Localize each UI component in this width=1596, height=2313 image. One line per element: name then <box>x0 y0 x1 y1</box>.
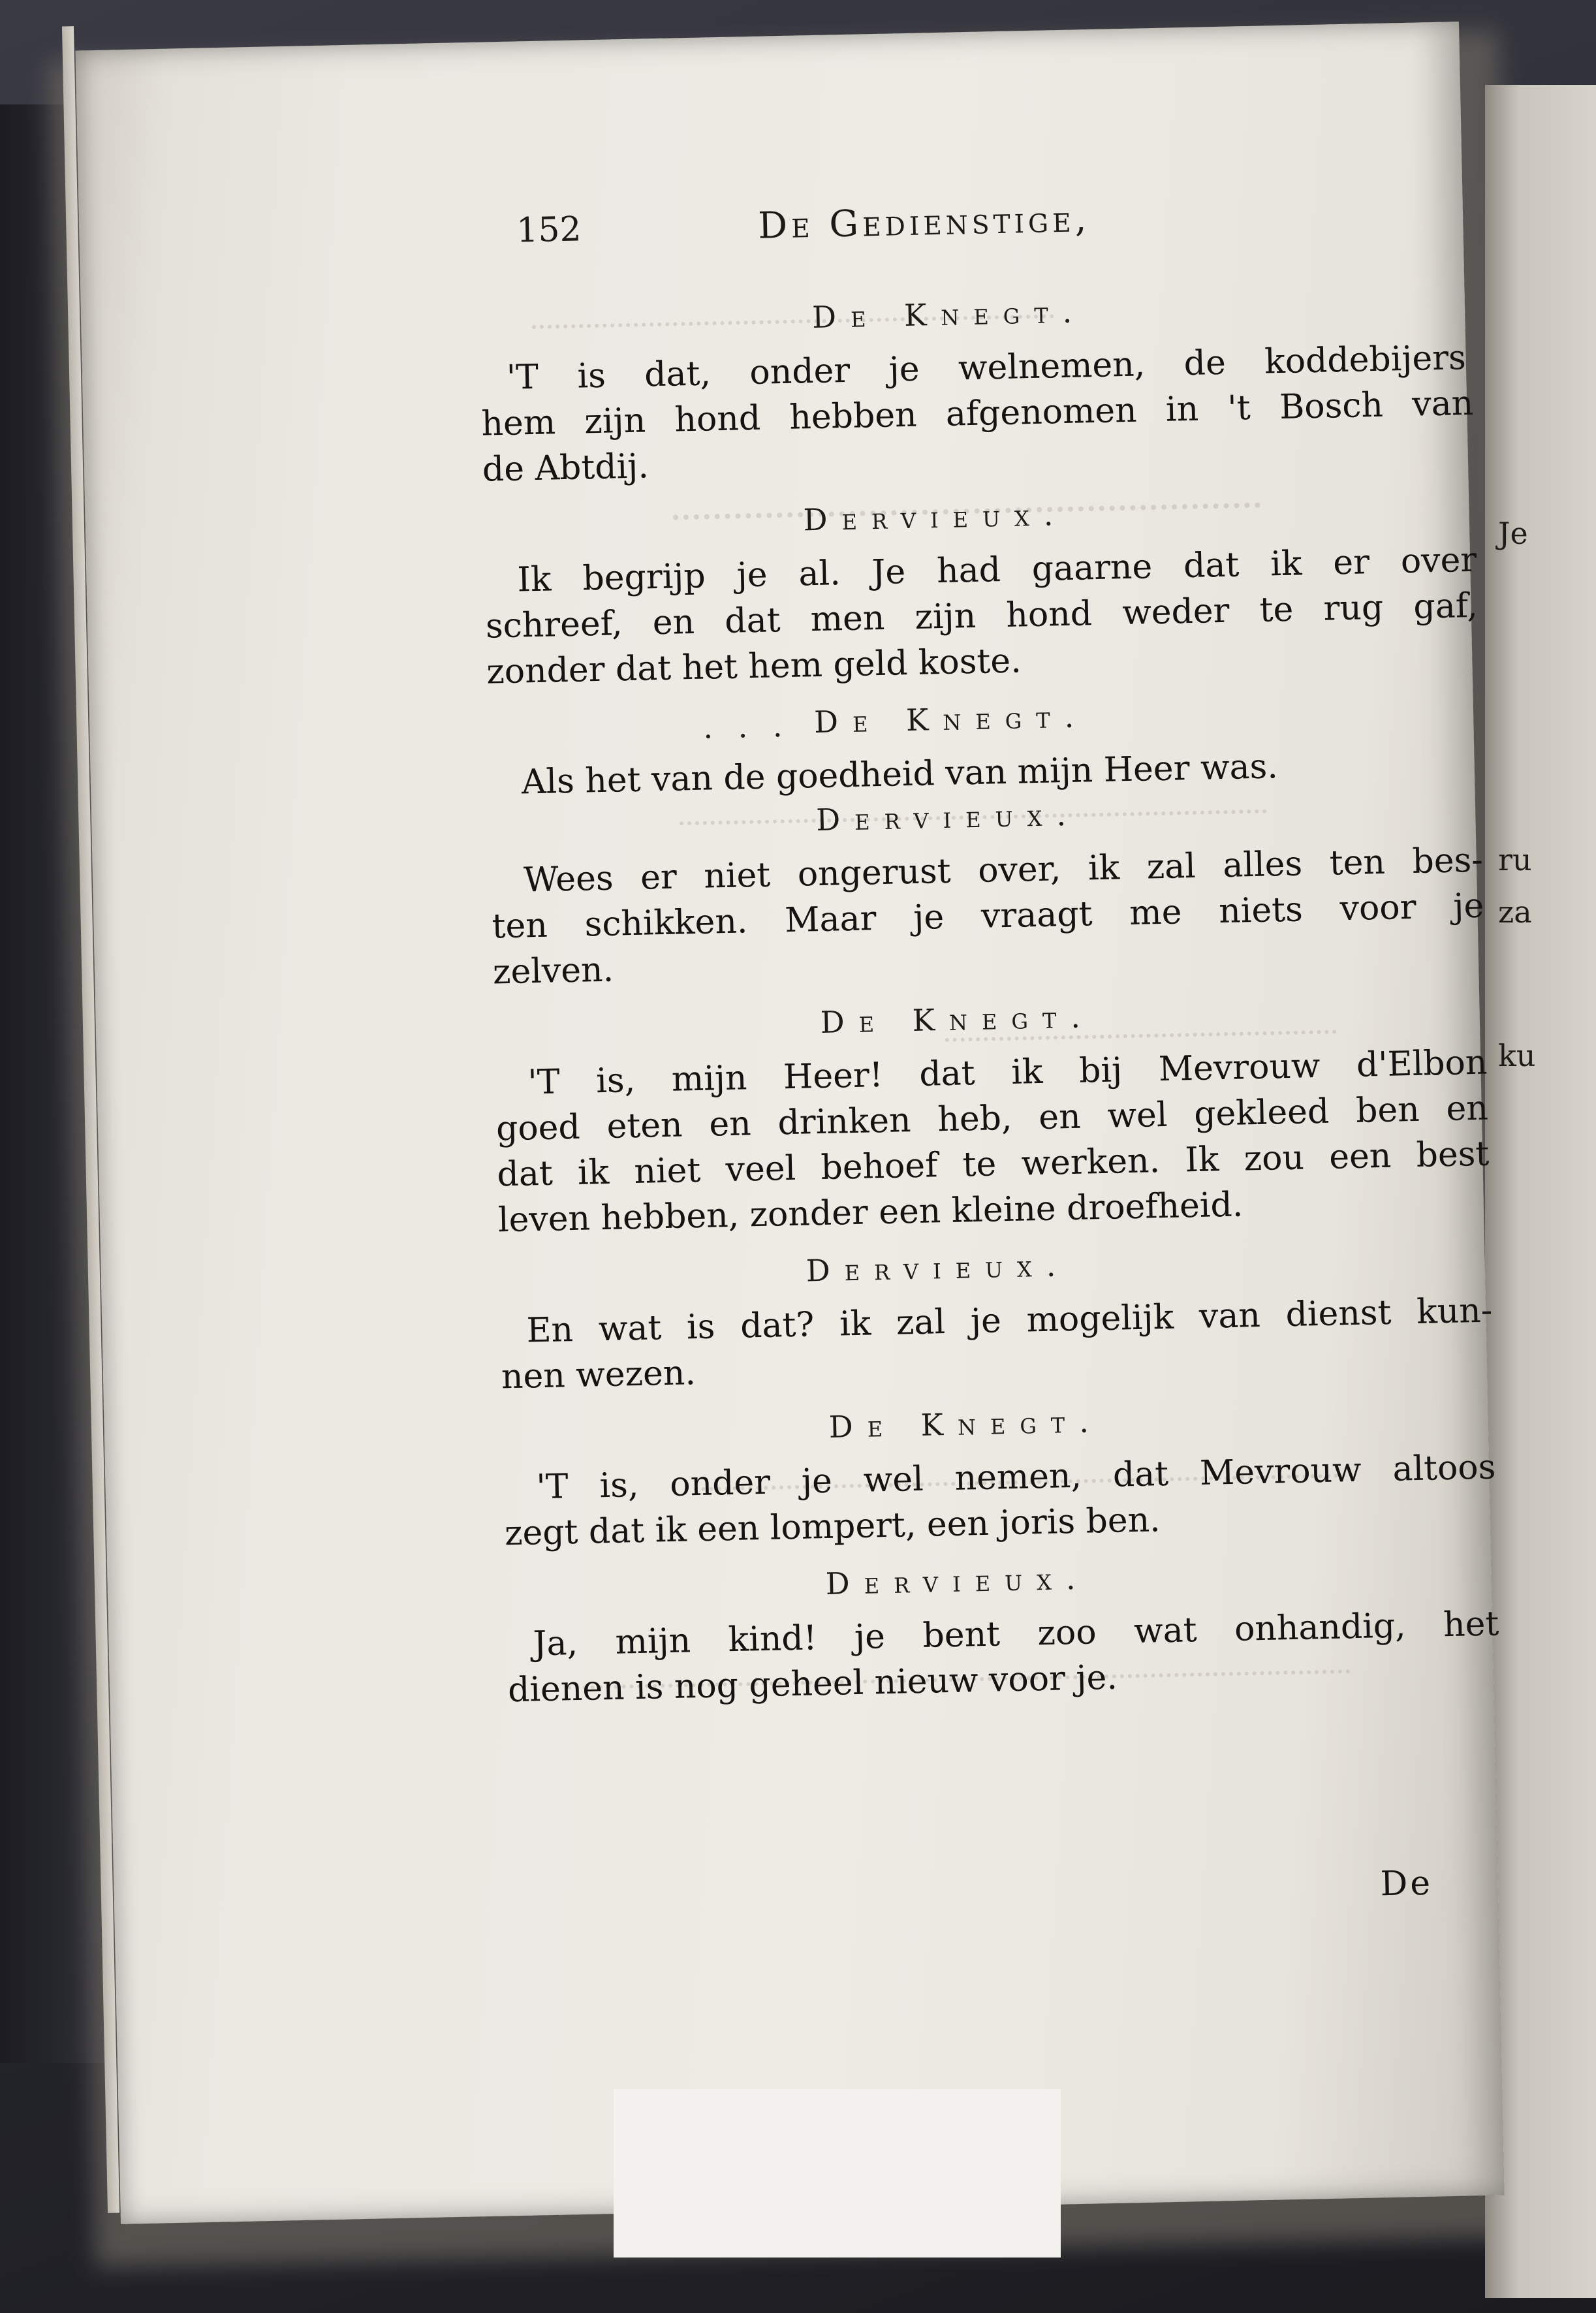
text-line: zelven. <box>492 950 614 992</box>
running-head: De Gedienstige, <box>757 198 1091 247</box>
adjacent-page-fragment: Je <box>1498 516 1528 551</box>
text-line: leven hebben, zonder een kleine droefheid. <box>497 1185 1244 1240</box>
speaker-label: De Knegt. <box>813 699 1089 740</box>
text-line: 'T is, mijn Heer! dat ik bij Mevrouw d'Elbon <box>527 1043 1488 1103</box>
book-page <box>75 22 1504 2224</box>
speaker-label: De Knegt. <box>820 999 1095 1040</box>
text-line: de Abtdij. <box>482 447 649 490</box>
adjacent-page <box>1485 85 1596 2298</box>
text-line: ten schikken. Maar je vraagt me niets voor je <box>491 886 1484 947</box>
redaction-patch <box>614 2089 1061 2258</box>
adjacent-page-fragment: za <box>1498 894 1532 930</box>
text-line: dat ik niet veel behoef te werken. Ik zou een best <box>496 1134 1490 1195</box>
ellipsis: . . . <box>702 708 790 746</box>
text-line: schreef, en dat men zijn hond weder te rug gaf, <box>485 586 1479 646</box>
speaker-label: Dervieux. <box>815 796 1081 838</box>
speaker-label: De Knegt. <box>811 294 1087 336</box>
adjacent-page-fragment: ku <box>1498 1038 1536 1073</box>
text-line: 'T is, onder je wel nemen, dat Mevrouw altoos <box>535 1447 1496 1507</box>
text-line: Ja, mijn kind! je bent zoo wat onhandig, het <box>533 1604 1499 1664</box>
speaker-label: Dervieux. <box>803 496 1068 538</box>
text-line: Ik begrijp je al. Je had gaarne dat ik er over <box>516 540 1477 600</box>
text-line: goed eten en drinken heb, en wel gekleed ben en <box>495 1088 1489 1149</box>
text-line: nen wezen. <box>501 1353 696 1397</box>
speaker-label: De Knegt. <box>828 1404 1104 1445</box>
speaker-label: Dervieux. <box>825 1560 1090 1602</box>
text-line: 'T is dat, onder je welnemen, de koddebijers <box>506 338 1467 398</box>
catchword: De <box>1379 1863 1433 1904</box>
page-number: 152 <box>516 210 582 251</box>
text-line: hem zijn hond hebben afgenomen in 't Bosch van <box>480 383 1474 444</box>
text-line: En wat is dat? ik zal je mogelijk van dienst kun- <box>525 1291 1493 1351</box>
text-line: zonder dat het hem geld koste. <box>486 641 1022 692</box>
adjacent-page-fragment: ru <box>1498 842 1532 877</box>
text-line: zegt dat ik een lompert, een joris ben. <box>504 1500 1161 1554</box>
text-line: Wees er niet ongerust over, ik zal alles ten bes- <box>523 840 1484 900</box>
speaker-label: Dervieux. <box>806 1248 1071 1289</box>
text-line: dienen is nog geheel nieuw voor je. <box>507 1658 1118 1710</box>
text-line: Als het van de goedheid van mijn Heer was. <box>521 747 1279 802</box>
